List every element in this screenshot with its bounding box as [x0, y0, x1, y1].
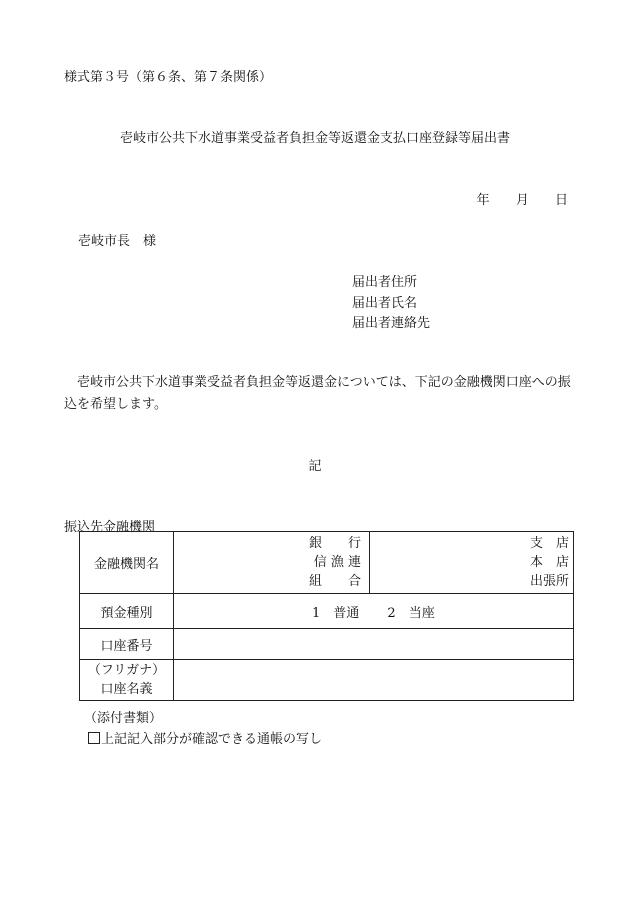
branch-type-shutchojo: 出張所 [529, 574, 569, 589]
account-number-label: 口座番号 [80, 629, 174, 660]
institution-label: 金融機関名 [80, 532, 174, 594]
institution-row [80, 532, 574, 594]
submitter-address-label: 届出者住所 [352, 275, 418, 290]
date-line [477, 189, 568, 208]
attachments-heading: （添付書類） [84, 711, 163, 726]
attachment-item-label: 上記記入部分が確認できる通帳の写し [101, 732, 323, 747]
branch-type-cell[interactable] [370, 532, 574, 594]
account-name-row [80, 660, 574, 701]
branch-type-shiten: 支 店 [529, 536, 569, 551]
deposit-option-toza[interactable]: 2 当座 [387, 605, 435, 621]
bank-type-cell[interactable] [174, 532, 370, 594]
document-title: 壱岐市公共下水道事業受益者負担金等返還金支払口座登録等届出書 [119, 131, 510, 146]
deposit-option-futsu[interactable]: 1 普通 [312, 605, 360, 621]
account-name-label-cell [80, 660, 174, 701]
deposit-type-options[interactable] [174, 594, 574, 629]
bank-type-shingyoren: 信 漁 連 [313, 555, 361, 570]
account-name-field[interactable] [174, 660, 574, 701]
bank-account-table [79, 531, 574, 701]
date-day: 日 [554, 193, 568, 208]
attachment-checkbox[interactable] [88, 732, 100, 744]
date-year: 年 [476, 193, 490, 208]
ki-heading: 記 [308, 459, 322, 474]
bank-section-heading: 振込先金融機関 [64, 520, 156, 535]
account-name-label: 口座名義 [100, 682, 153, 697]
deposit-type-row [80, 594, 574, 629]
account-number-field[interactable] [174, 629, 574, 660]
branch-type-honten: 本 店 [529, 555, 569, 570]
bank-type-kumiai: 組 合 [308, 574, 361, 589]
body-text: 壱岐市公共下水道事業受益者負担金等返還金については、下記の金融機関口座への振込を希望します。 [64, 375, 571, 412]
submitter-contact-label: 届出者連絡先 [352, 316, 431, 331]
bank-type-bank: 銀 行 [308, 536, 361, 551]
submitter-name-label: 届出者氏名 [352, 296, 418, 311]
addressee: 壱岐市長 様 [78, 234, 157, 249]
furigana-label: （フリガナ） [87, 663, 166, 678]
deposit-type-label: 預金種別 [80, 594, 174, 629]
form-number: 様式第３号（第６条、第７条関係） [64, 70, 273, 85]
account-number-row [80, 629, 574, 660]
date-month: 月 [515, 193, 529, 208]
attachment-item [88, 728, 322, 747]
